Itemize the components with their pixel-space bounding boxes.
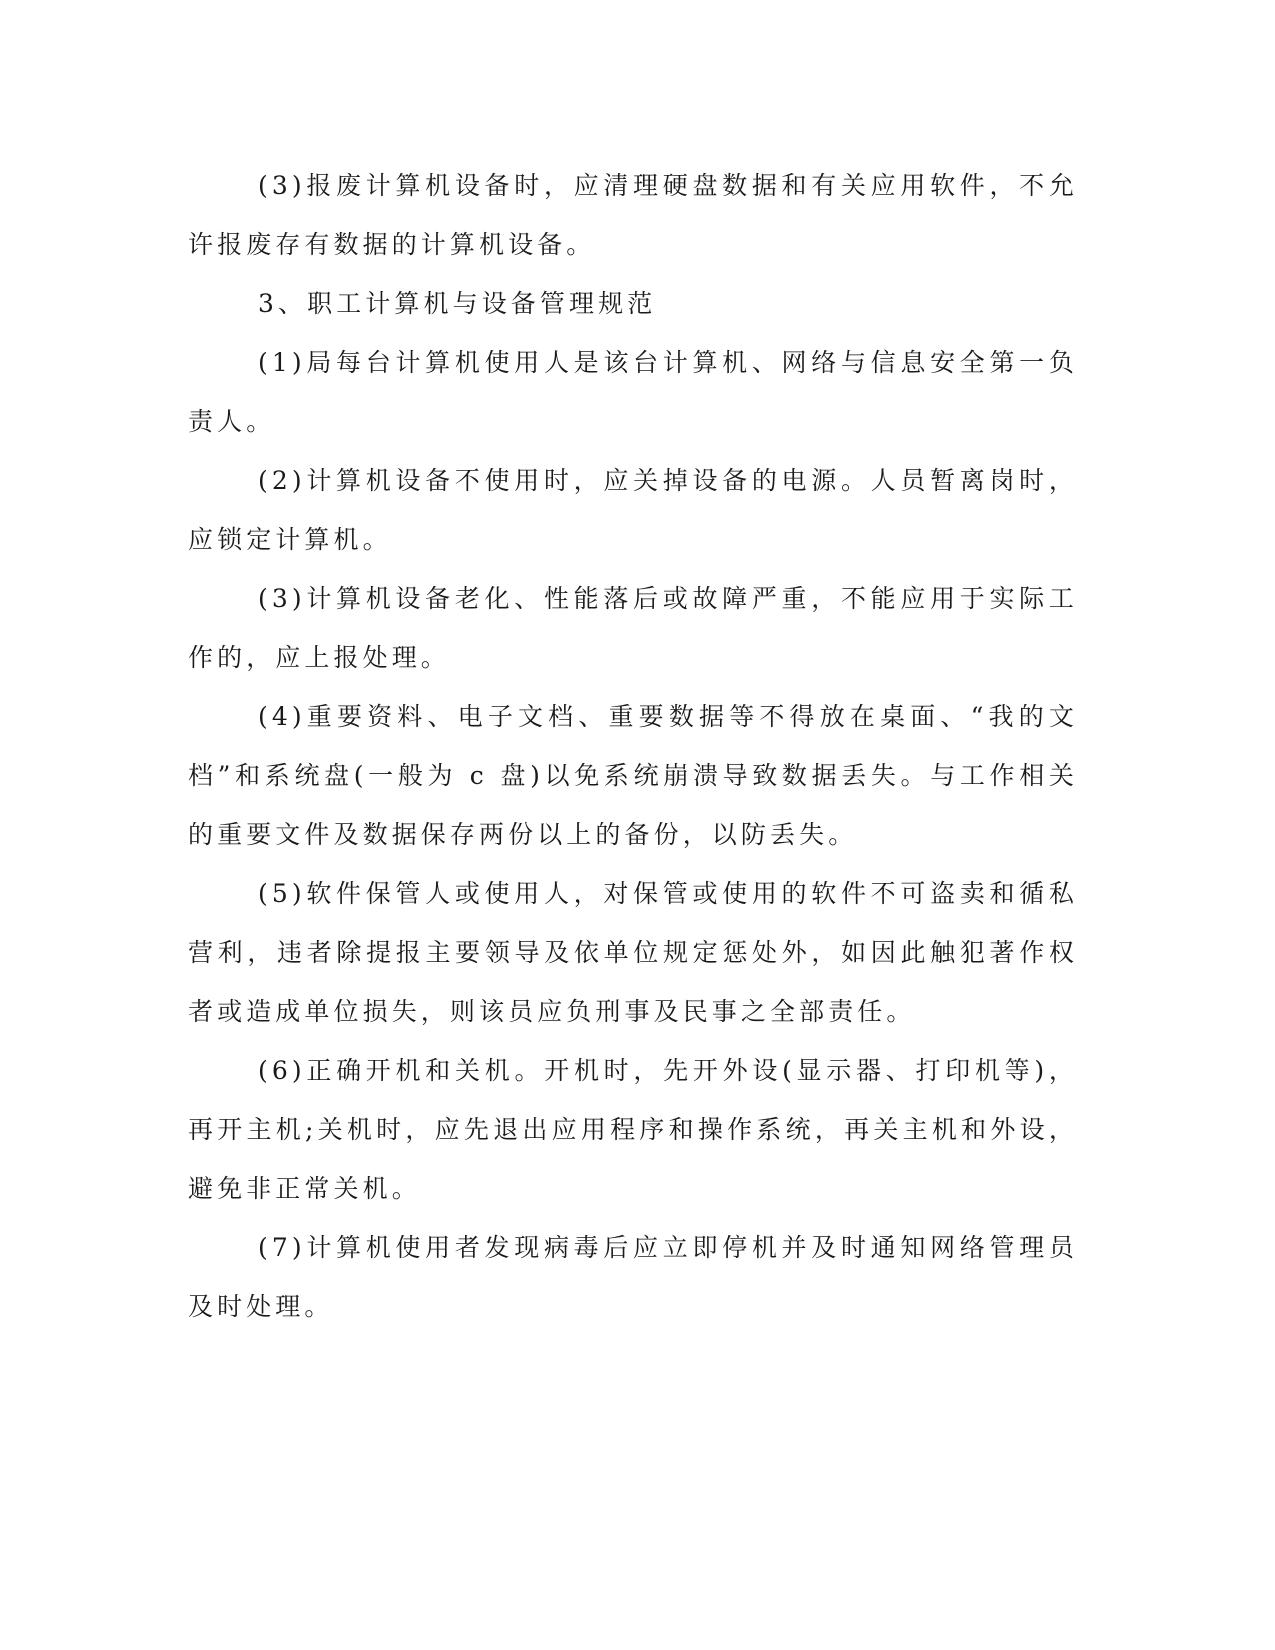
paragraph-data-storage: (4)重要资料、电子文档、重要数据等不得放在桌面、“我的文档”和系统盘(一般为 c 盘)以免系统崩溃导致数据丢失。与工作相关的重要文件及数据保存两份以上的备份，以防丢失。 [188,702,1078,849]
document-body [188,156,1078,1336]
paragraph-responsibility: (1)局每台计算机使用人是该台计算机、网络与信息安全第一负责人。 [188,348,1078,436]
paragraph-aging-equipment: (3)计算机设备老化、性能落后或故障严重，不能应用于实际工作的，应上报处理。 [188,584,1078,672]
paragraph-power-off: (2)计算机设备不使用时，应关掉设备的电源。人员暂离岗时，应锁定计算机。 [188,466,1078,554]
paragraph-scrap-equipment: (3)报废计算机设备时，应清理硬盘数据和有关应用软件，不允许报废存有数据的计算机设备。 [188,171,1078,259]
paragraph-software-custody: (5)软件保管人或使用人，对保管或使用的软件不可盗卖和循私营利，违者除提报主要领导及依单位规定惩处外，如因此触犯著作权者或造成单位损失，则该员应负刑事及民事之全部责任。 [188,879,1078,1026]
paragraph-startup-shutdown: (6)正确开机和关机。开机时，先开外设(显示器、打印机等)，再开主机;关机时，应先退出应用程序和操作系统，再关主机和外设，避免非正常关机。 [188,1056,1078,1203]
paragraph-virus-handling: (7)计算机使用者发现病毒后应立即停机并及时通知网络管理员及时处理。 [188,1233,1078,1321]
section-heading-staff-computer-management: 3、职工计算机与设备管理规范 [258,289,657,318]
